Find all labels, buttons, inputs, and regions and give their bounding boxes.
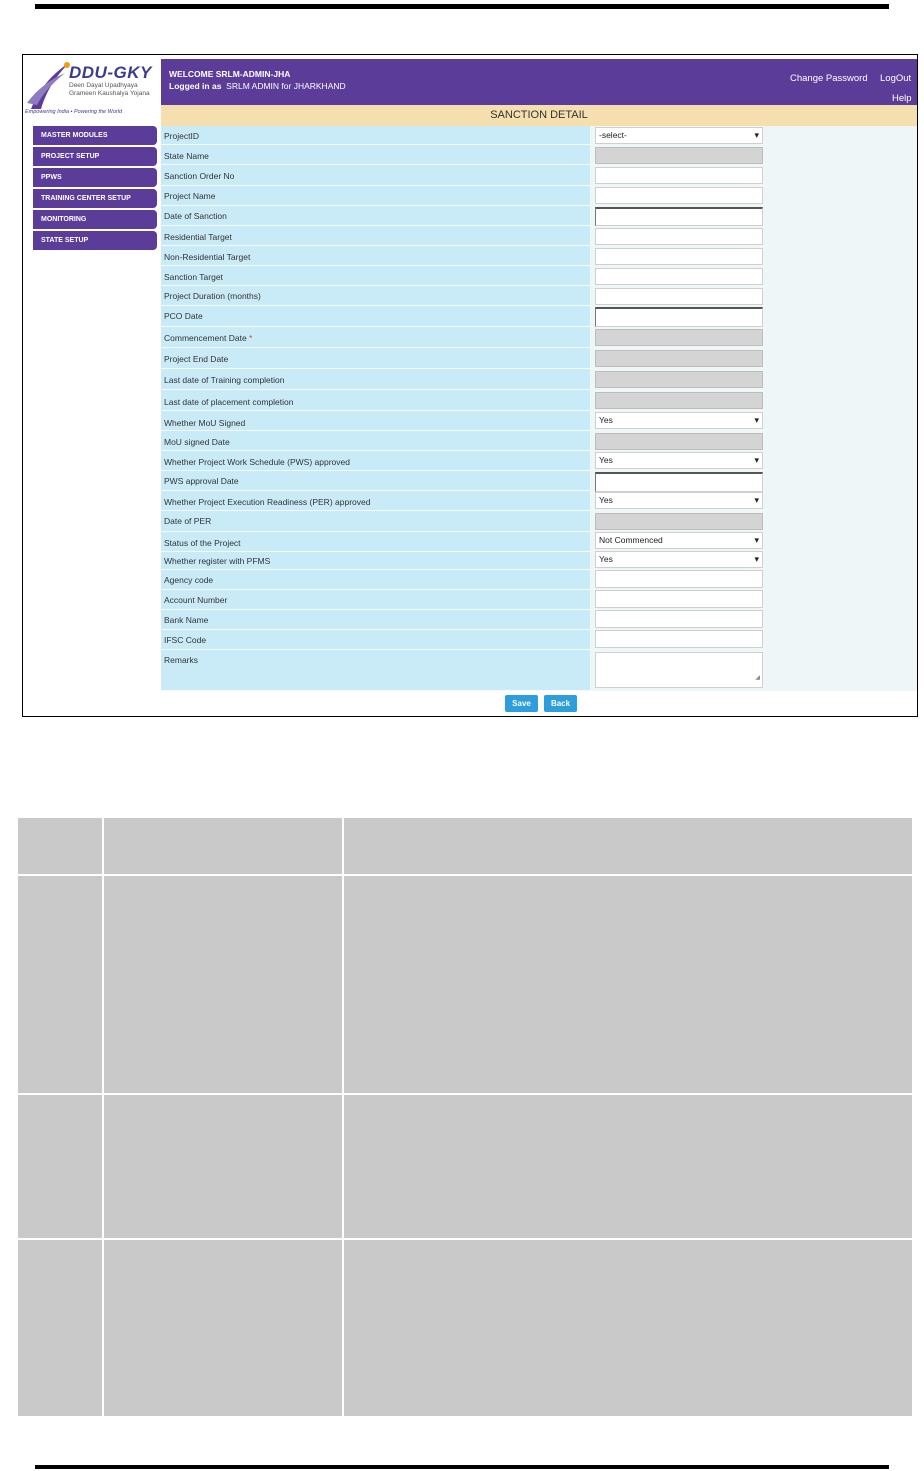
- table-column-divider: [102, 818, 104, 1416]
- pws-approved-select[interactable]: Yes ▾: [595, 452, 763, 469]
- form-row: [161, 327, 590, 348]
- page-top-rule: [35, 4, 889, 9]
- form-row: [161, 590, 590, 610]
- field-label: Status of the Project: [164, 538, 241, 548]
- field-label: State Name: [164, 151, 209, 161]
- pco-date-input[interactable]: [595, 307, 763, 327]
- brand-subtitle: Deen Dayal Upadhyaya Grameen Kaushalya Yojana: [69, 82, 150, 97]
- sanction-target-input[interactable]: [595, 268, 763, 285]
- form-row: [161, 411, 590, 431]
- logged-in-text: [169, 81, 346, 91]
- logo-swoosh-icon: [25, 59, 73, 115]
- project-name-input[interactable]: [595, 187, 763, 204]
- field-label: Project Name: [164, 191, 216, 201]
- form-row: [161, 186, 590, 206]
- form-row: [161, 630, 590, 650]
- field-label: Project End Date: [164, 354, 229, 364]
- form-row: [161, 306, 590, 327]
- table-row-divider: [18, 874, 912, 876]
- back-button[interactable]: Back: [544, 695, 577, 712]
- sidebar-item-monitoring[interactable]: MONITORING: [33, 210, 157, 229]
- field-label: Whether Project Work Schedule (PWS) approved: [164, 457, 350, 467]
- welcome-text: WELCOME SRLM-ADMIN-JHA: [169, 69, 291, 79]
- field-label: Last date of placement completion: [164, 397, 294, 407]
- field-label: Non-Residential Target: [164, 252, 251, 262]
- form-row: [161, 570, 590, 590]
- form-row: [161, 491, 590, 511]
- sidebar-item-project-setup[interactable]: PROJECT SETUP: [33, 147, 157, 166]
- pfms-register-select[interactable]: Yes ▾: [595, 551, 763, 568]
- sanction-form: [161, 126, 917, 691]
- form-row: [161, 206, 590, 226]
- pws-approval-date-input[interactable]: [595, 472, 763, 492]
- logged-in-prefix: Logged in as: [169, 81, 222, 91]
- form-row: [161, 348, 590, 369]
- field-label: Sanction Order No: [164, 171, 235, 181]
- field-label: Whether MoU Signed: [164, 418, 246, 428]
- project-duration-input[interactable]: [595, 288, 763, 305]
- project-end-date-field: [595, 350, 763, 367]
- ifsc-code-input[interactable]: [595, 630, 763, 648]
- app-header: [161, 59, 917, 105]
- field-label: Project Duration (months): [164, 291, 261, 301]
- form-row: [161, 552, 590, 570]
- page-title: SANCTION DETAIL: [161, 105, 917, 126]
- form-row: [161, 246, 590, 266]
- form-row: [161, 390, 590, 411]
- table-row-divider: [18, 1238, 912, 1240]
- form-row: [161, 286, 590, 306]
- placement-completion-date-field: [595, 392, 763, 409]
- per-approved-select[interactable]: Yes ▾: [595, 492, 763, 509]
- field-label: Date of PER: [164, 516, 212, 526]
- placeholder-table: [18, 818, 912, 1416]
- field-label: Whether register with PFMS: [164, 556, 271, 566]
- form-row: [161, 532, 590, 552]
- form-row: [161, 145, 590, 165]
- residential-target-input[interactable]: [595, 228, 763, 245]
- agency-code-input[interactable]: [595, 570, 763, 588]
- resize-grip-icon[interactable]: ◢: [755, 675, 760, 681]
- field-label: MoU signed Date: [164, 437, 230, 447]
- brand-logo: [23, 55, 161, 119]
- help-link[interactable]: Help: [892, 93, 912, 104]
- training-completion-date-field: [595, 371, 763, 388]
- field-label: Account Number: [164, 595, 228, 605]
- field-label: Remarks: [164, 655, 199, 665]
- project-status-select[interactable]: Not Commenced ▾: [595, 532, 763, 549]
- screenshot-frame: [22, 54, 918, 717]
- form-row: [161, 165, 590, 186]
- brand-tagline: Empowering India • Powering the World: [25, 109, 122, 115]
- form-row: [161, 471, 590, 491]
- save-button[interactable]: Save: [505, 695, 538, 712]
- page-bottom-rule: [35, 1465, 889, 1469]
- mou-signed-date-field: [595, 433, 763, 450]
- field-label: PCO Date: [164, 311, 203, 321]
- table-column-divider: [342, 818, 344, 1416]
- field-label: Residential Target: [164, 232, 232, 242]
- date-of-per-field: [595, 513, 763, 530]
- sidebar-item-ppws[interactable]: PPWS: [33, 168, 157, 187]
- sidebar-nav: [33, 126, 157, 252]
- field-label: IFSC Code: [164, 635, 207, 645]
- required-asterisk: *: [249, 333, 253, 343]
- sanction-order-no-input[interactable]: [595, 167, 763, 184]
- logout-link[interactable]: LogOut: [880, 73, 912, 84]
- commencement-date-field: [595, 329, 763, 346]
- change-password-link[interactable]: Change Password: [790, 73, 868, 84]
- sidebar-item-training-center-setup[interactable]: TRAINING CENTER SETUP: [33, 189, 157, 208]
- field-label: Agency code: [164, 575, 214, 585]
- form-row: [161, 511, 590, 532]
- sidebar-item-state-setup[interactable]: STATE SETUP: [33, 231, 157, 250]
- form-row: [161, 650, 590, 691]
- form-row: [161, 610, 590, 630]
- form-row: [161, 369, 590, 390]
- form-row: [161, 431, 590, 451]
- mou-signed-select[interactable]: Yes ▾: [595, 412, 763, 429]
- field-label: PWS approval Date: [164, 476, 239, 486]
- logged-in-user: SRLM ADMIN for JHARKHAND: [226, 81, 346, 91]
- state-name-field: [595, 147, 763, 164]
- form-row: [161, 226, 590, 246]
- form-row: [161, 126, 590, 145]
- field-label-text: Commencement Date: [164, 333, 247, 343]
- field-label: Last date of Training completion: [164, 375, 285, 385]
- field-label: Whether Project Execution Readiness (PER) approved: [164, 497, 371, 507]
- sidebar-item-master-modules[interactable]: MASTER MODULES: [33, 126, 157, 145]
- date-of-sanction-input[interactable]: [595, 207, 763, 226]
- form-row: [161, 451, 590, 471]
- field-label: Date of Sanction: [164, 211, 227, 221]
- project-id-select[interactable]: -select- ▾: [595, 127, 763, 144]
- remarks-textarea[interactable]: [595, 652, 763, 688]
- field-label: [164, 333, 252, 343]
- non-residential-target-input[interactable]: [595, 248, 763, 265]
- table-row-divider: [18, 1093, 912, 1095]
- bank-name-input[interactable]: [595, 610, 763, 628]
- field-label: Bank Name: [164, 615, 209, 625]
- field-label: ProjectID: [164, 131, 199, 141]
- account-number-input[interactable]: [595, 590, 763, 608]
- brand-title: DDU-GKY: [69, 63, 152, 82]
- field-label: Sanction Target: [164, 272, 223, 282]
- form-row: [161, 266, 590, 286]
